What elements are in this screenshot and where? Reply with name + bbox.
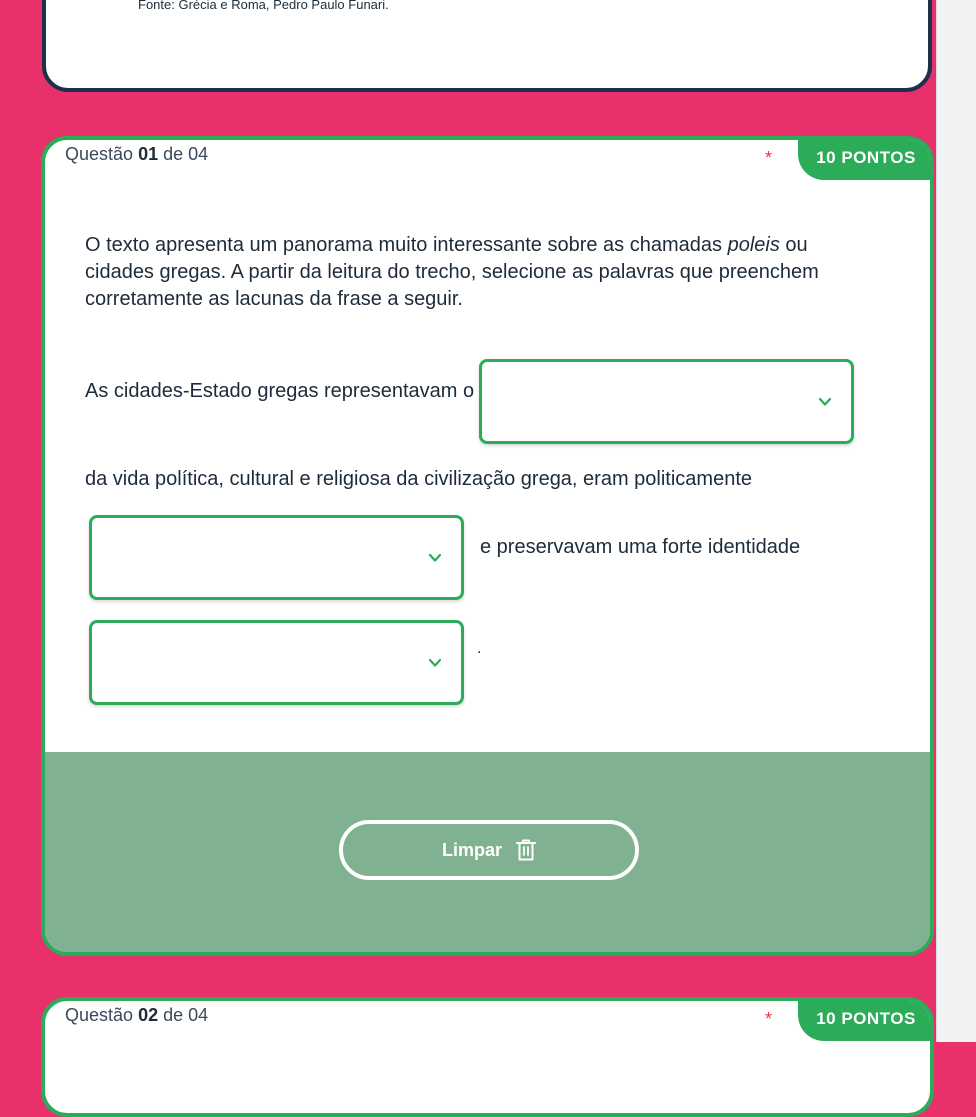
clear-button[interactable] (339, 820, 639, 880)
points-badge: 10 PONTOS (798, 997, 934, 1041)
sentence-end: . (477, 640, 482, 657)
question-label-suffix: de 04 (163, 1005, 209, 1025)
question-label-prefix: Questão (65, 1005, 134, 1025)
points-badge: 10 PONTOS (798, 136, 934, 180)
chevron-down-icon (819, 396, 831, 408)
question-label-prefix: Questão (65, 144, 134, 164)
gap-dropdown-3[interactable] (89, 620, 464, 705)
source-citation: Fonte: Grécia e Roma, Pedro Paulo Funari. (138, 0, 389, 12)
trash-icon (516, 839, 536, 861)
required-mark: * (765, 1009, 773, 1029)
prompt-italic: poleis (727, 234, 780, 256)
question-number: 01 (138, 144, 159, 164)
sentence-part-2: da vida política, cultural e religiosa da civilização grega, eram politicamente (85, 468, 753, 490)
sentence-part-3: e preservavam uma forte identidade (480, 536, 801, 558)
question-card-01 (41, 136, 934, 956)
required-mark: * (765, 148, 773, 168)
question-header (65, 1005, 208, 1026)
scrollbar-track[interactable] (936, 0, 976, 1042)
question-prompt (85, 232, 845, 313)
question-card-02 (41, 997, 934, 1117)
prompt-text-1: O texto apresenta um panorama muito interessante sobre as chamadas (85, 234, 723, 256)
chevron-down-icon (429, 552, 441, 564)
prompt-text-2: ou cidades gregas. A partir da leitura do trecho, selecione as palavras que preenchem corretamente as lacunas da frase a seguir. (85, 234, 819, 310)
source-card (42, 0, 932, 92)
gap-dropdown-2[interactable] (89, 515, 464, 600)
chevron-down-icon (429, 657, 441, 669)
question-footer (45, 752, 930, 956)
sentence-part-1: As cidades-Estado gregas representavam o (85, 380, 475, 402)
question-number: 02 (138, 1005, 159, 1025)
question-label-suffix: de 04 (163, 144, 209, 164)
question-header (65, 144, 208, 165)
clear-button-label: Limpar (441, 839, 502, 860)
gap-dropdown-1[interactable] (479, 359, 854, 444)
